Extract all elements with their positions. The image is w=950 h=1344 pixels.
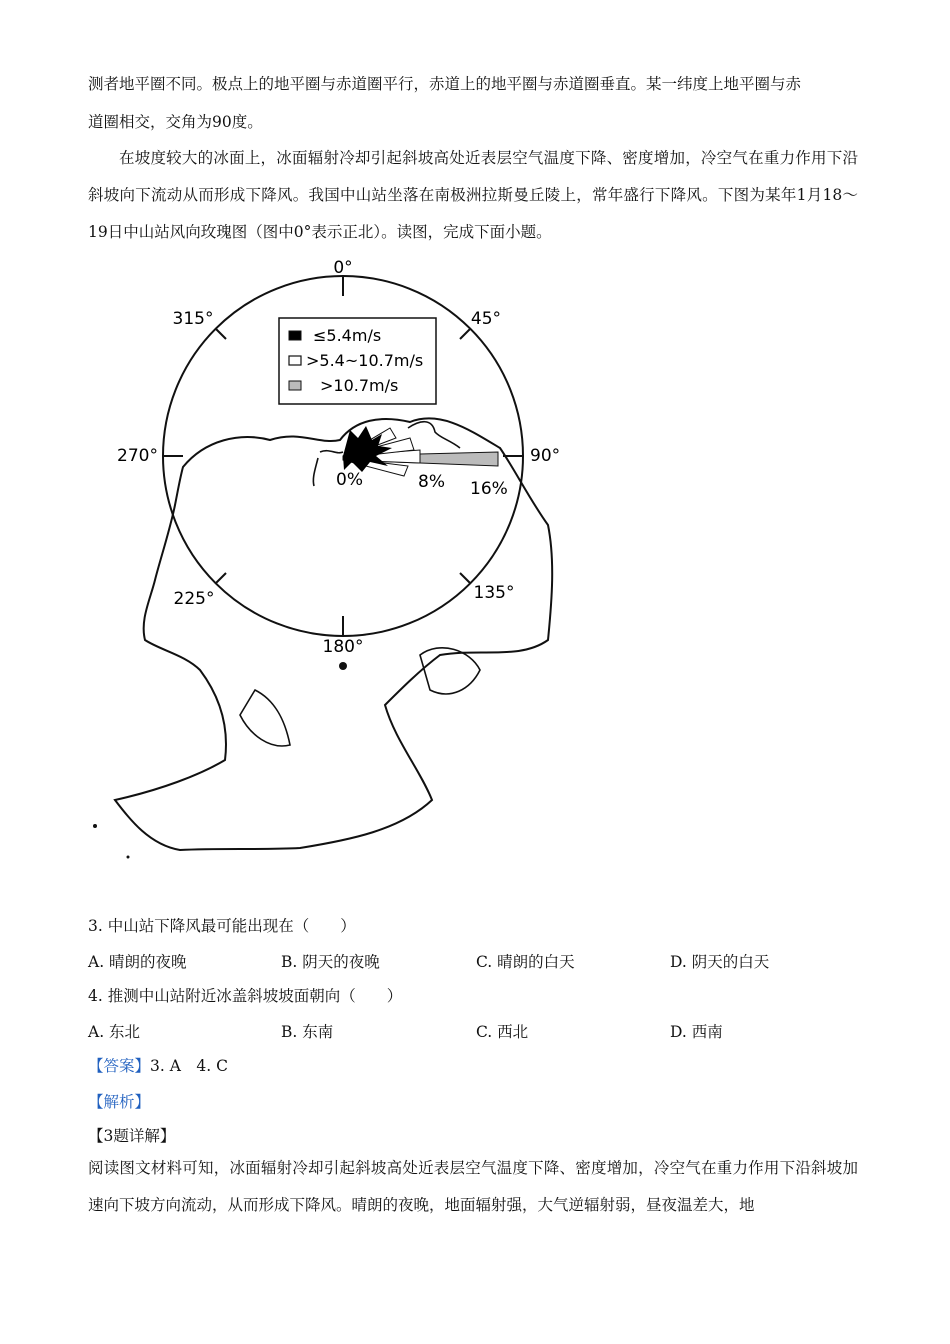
legend-label-mid: >5.4~10.7m/s (306, 351, 424, 370)
angle-label-90: 90° (530, 446, 561, 466)
question-3-option-a: A. 晴朗的夜晚 (88, 953, 187, 971)
legend-swatch-high (289, 381, 301, 390)
answer-line (88, 1054, 228, 1076)
question-4-option-b: B. 东南 (281, 1023, 334, 1041)
angle-label-45: 45° (470, 309, 502, 329)
answer-text: 3. A 4. C (150, 1057, 229, 1075)
detail-title: 【3题详解】 (88, 1127, 176, 1145)
detail-text: 阅读图文材料可知，冰面辐射冷却引起斜坡高处近表层空气温度下降、密度增加，冷空气在重力作用下沿斜坡加速向下坡方向流动，从而形成下降风。晴朗的夜晚，地面辐射强，大气逆辐射弱，昼夜温差大，地 (88, 1159, 858, 1214)
legend-label-high: >10.7m/s (320, 376, 399, 395)
angle-label-270: 270° (117, 446, 158, 466)
intro-line-1: 测者地平圈不同。极点上的地平圈与赤道圈平行，赤道上的地平圈与赤道圈垂直。某一纬度上地平圈与赤 (88, 75, 802, 93)
question-3-stem: 3. 中山站下降风最可能出现在（ ） (88, 917, 356, 935)
south-pole-dot (339, 662, 347, 670)
question-4-option-a: A. 东北 (88, 1023, 141, 1041)
angle-label-225: 225° (173, 589, 215, 609)
question-4-option-c: C. 西北 (476, 1023, 529, 1041)
legend (279, 318, 436, 404)
question-3-option-c: C. 晴朗的白天 (476, 953, 575, 971)
radial-label-0: 0% (336, 470, 363, 490)
legend-swatch-mid (289, 356, 301, 365)
wind-rose-figure (0, 252, 950, 892)
question-3-option-b: B. 阴天的夜晚 (281, 953, 380, 971)
angle-label-0: 0° (333, 258, 353, 278)
answer-label: 【答案】 (88, 1057, 151, 1075)
radial-label-16: 16% (470, 479, 508, 499)
radial-label-8: 8% (418, 472, 445, 492)
legend-swatch-low (289, 331, 301, 340)
question-3-option-d: D. 阴天的白天 (670, 953, 770, 971)
angle-label-315: 315° (172, 309, 214, 329)
angle-label-180: 180° (322, 637, 364, 657)
angle-label-135: 135° (473, 583, 515, 603)
analysis-label: 【解析】 (88, 1093, 151, 1111)
legend-label-low: ≤5.4m/s (313, 326, 382, 345)
intro-paragraph-2: 在坡度较大的冰面上，冰面辐射冷却引起斜坡高处近表层空气温度下降、密度增加，冷空气在重力作用下沿斜坡向下流动从而形成下降风。我国中山站坐落在南极洲拉斯曼丘陵上，常年盛行下降风。下图为某年1月18～19日中山站风向玫瑰图（图中0°表示正北）。读图，完成下面小题。 (88, 149, 858, 241)
question-4-stem: 4. 推测中山站附近冰盖斜坡坡面朝向（ ） (88, 987, 403, 1005)
intro-line-2: 道圈相交，交角为90度。 (88, 113, 263, 131)
question-4-option-d: D. 西南 (670, 1023, 723, 1041)
